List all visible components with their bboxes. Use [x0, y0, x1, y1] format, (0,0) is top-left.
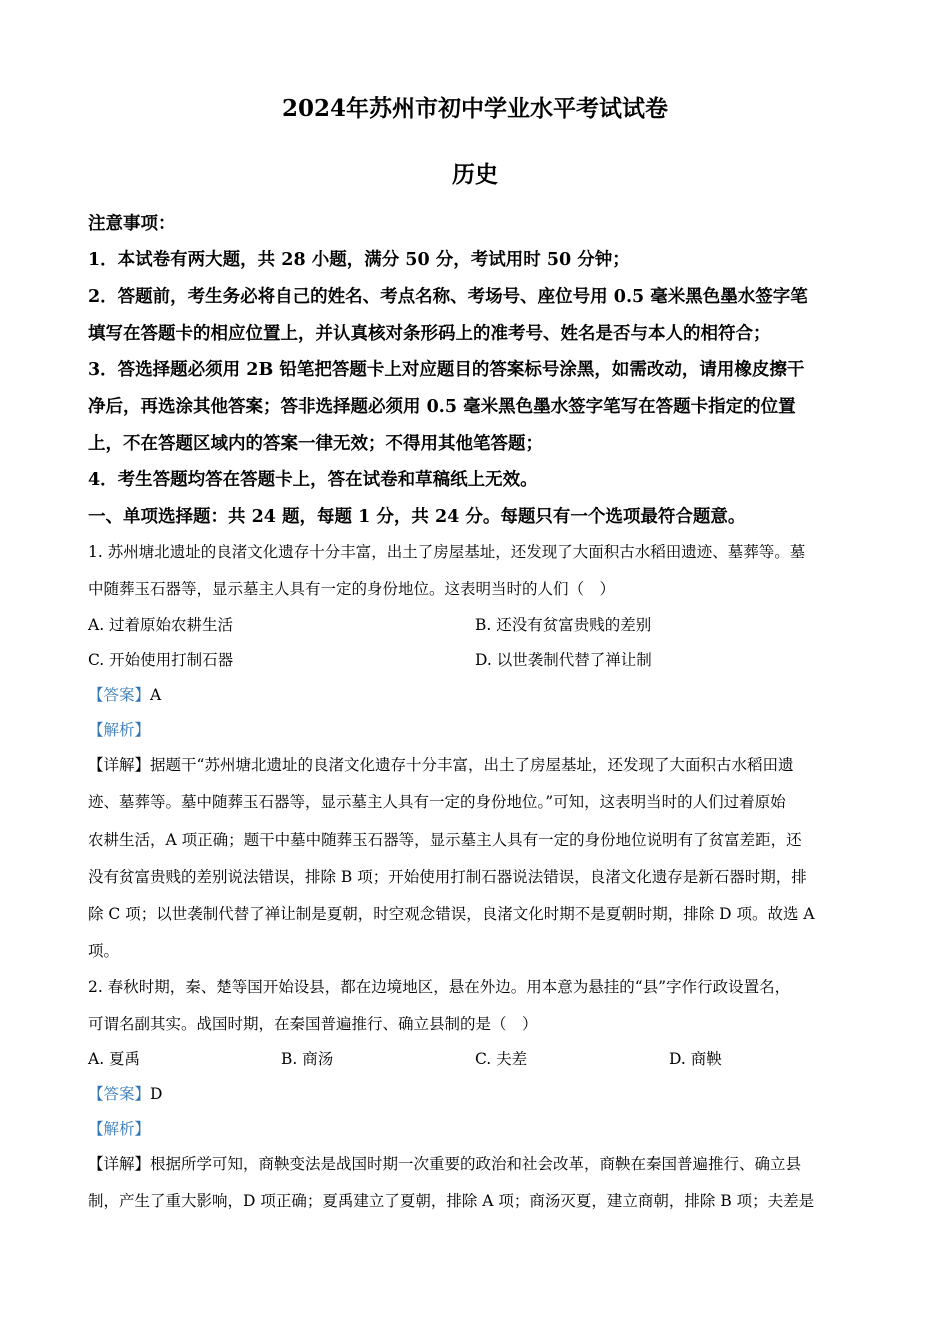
notice-line-4: 3．答选择题必须用 2B 铅笔把答题卡上对应题目的答案标号涂黑，如需改动，请用橡皮擦干	[88, 360, 805, 380]
q1-detail-line-1	[88, 753, 793, 775]
q1-analysis-tag: 【解析】	[88, 721, 151, 739]
q1-detail-line-4: 没有贫富贵贱的差别说法错误，排除 B 项；开始使用打制石器说法错误，良渚文化遗存是新石器时期，排	[88, 868, 807, 886]
q1-option-b: B. 还没有贫富贵贱的差别	[475, 616, 652, 634]
q2-detail-line-1	[88, 1152, 801, 1174]
q1-detail-text-1: 据题干“苏州塘北遗址的良渚文化遗存十分丰富，出土了房屋基址，还发现了大面积古水稻田遗	[150, 756, 794, 774]
q1-option-d: D. 以世袭制代替了禅让制	[475, 651, 652, 669]
section-heading: 一、单项选择题：共 24 题，每题 1 分，共 24 分。每题只有一个选项最符合题意。	[88, 507, 746, 527]
exam-title: 2024年苏州市初中学业水平考试试卷	[281, 95, 668, 122]
q1-option-a: A. 过着原始农耕生活	[88, 616, 234, 634]
q1-detail-line-6: 项。	[88, 942, 120, 960]
q2-detail-text-1: 根据所学可知，商鞅变法是战国时期一次重要的政治和社会改革，商鞅在秦国普遍推行、确立县	[150, 1155, 802, 1173]
q2-analysis-tag: 【解析】	[88, 1120, 151, 1138]
q2-answer-value: D	[150, 1085, 163, 1103]
q2-answer-tag: 【答案】	[88, 1085, 151, 1103]
q2-answer-line	[88, 1082, 162, 1104]
q1-stem-line-1: 1. 苏州塘北遗址的良渚文化遗存十分丰富，出土了房屋基址，还发现了大面积古水稻田遗迹、墓葬等。墓	[88, 543, 806, 561]
notice-line-2: 2．答题前，考生务必将自己的姓名、考点名称、考场号、座位号用 0.5 毫米黑色墨水签字笔	[88, 287, 808, 307]
q1-answer-line	[88, 683, 161, 705]
q2-option-c: C. 夫差	[475, 1050, 528, 1068]
q2-stem-line-1: 2. 春秋时期，秦、楚等国开始设县，都在边境地区，悬在外边。用本意为悬挂的“县”字作行政设置名，	[88, 978, 791, 996]
q2-detail-line-2: 制，产生了重大影响，D 项正确；夏禹建立了夏朝，排除 A 项；商汤灭夏，建立商朝，排除 B 项；夫差是	[88, 1192, 815, 1210]
notice-line-7: 4．考生答题均答在答题卡上，答在试卷和草稿纸上无效。	[88, 470, 538, 490]
q2-option-d: D. 商鞅	[669, 1050, 722, 1068]
q1-detail-line-3: 农耕生活，A 项正确；题干中墓中随葬玉石器等，显示墓主人具有一定的身份地位说明有了贫富差距，还	[88, 831, 802, 849]
q1-detail-line-5: 除 C 项；以世袭制代替了禅让制是夏朝，时空观念错误，良渚文化时期不是夏朝时期，排除 D 项。故选 A	[88, 905, 815, 923]
q2-option-a: A. 夏禹	[88, 1050, 141, 1068]
q2-stem-line-2: 可谓名副其实。战国时期，在秦国普遍推行、确立县制的是（ ）	[88, 1015, 538, 1033]
q1-detail-tag: 【详解】	[88, 756, 151, 774]
notice-line-3: 填写在答题卡的相应位置上，并认真核对条形码上的准考号、姓名是否与本人的相符合；	[88, 324, 771, 344]
q2-detail-tag: 【详解】	[88, 1155, 151, 1173]
q1-stem-line-2: 中随葬玉石器等，显示墓主人具有一定的身份地位。这表明当时的人们（ ）	[88, 580, 616, 598]
q1-answer-value: A	[150, 686, 162, 704]
notice-heading: 注意事项：	[88, 214, 176, 234]
q2-option-b: B. 商汤	[281, 1050, 334, 1068]
notice-line-5: 净后，再选涂其他答案；答非选择题必须用 0.5 毫米黑色墨水签字笔写在答题卡指定的位置	[88, 397, 796, 417]
subject-title: 历史	[452, 161, 498, 188]
q1-detail-line-2: 迹、墓葬等。墓中随葬玉石器等，显示墓主人具有一定的身份地位。”可知，这表明当时的人们过着原始	[88, 793, 786, 811]
notice-line-1: 1．本试卷有两大题，共 28 小题，满分 50 分，考试用时 50 分钟；	[88, 250, 630, 270]
notice-line-6: 上，不在答题区域内的答案一律无效；不得用其他笔答题；	[88, 434, 543, 454]
q1-answer-tag: 【答案】	[88, 686, 151, 704]
q1-option-c: C. 开始使用打制石器	[88, 651, 234, 669]
